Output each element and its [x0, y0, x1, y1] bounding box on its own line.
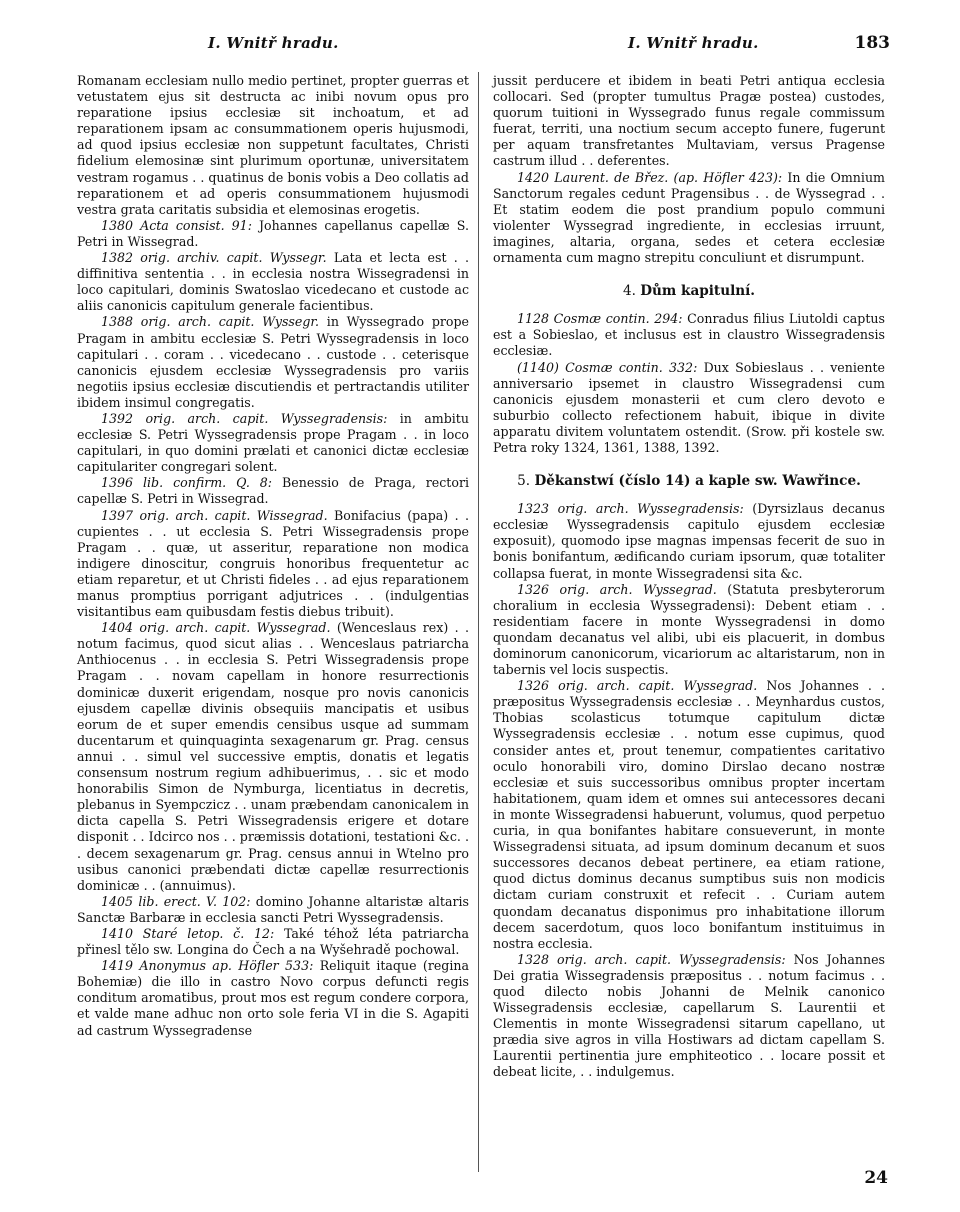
entry-text: Reliquit itaque (regina Bohemiæ) die illo in castro Novo corpus defuncti regis conditum aromatibus, prout mos est regum condere corpora, et valde mane adhuc non orto sole feria VI in die S. Agapiti ad castrum Wyssegradense [77, 958, 469, 1038]
entry-text: Nos Johannes Dei gratia Wissegradensis præpositus . . notum facimus . . quod dilecto nobis Johanni de Melnik canonico Wissegradensis ecclesiæ, capellarum S. Laurentii et Clementis in monte Wissegradensi sitarum capellano, ut prædia sive agros in villa Hostiwars ad dictam capellam S. Laurentii pertinentia jure emphiteotico . . locare possit et debeat licite, . . indulgemus. [493, 951, 885, 1080]
citation: 1388 orig. arch. capit. Wyssegr. [101, 314, 320, 330]
section-4-body [493, 311, 885, 456]
section-5-number: 5. [517, 473, 531, 490]
citation: 1380 Acta consist. 91: [101, 217, 252, 233]
citation: 1328 orig. arch. capit. Wyssegradensis: [517, 951, 786, 967]
text-entry [77, 926, 469, 958]
citation: 1128 Cosmæ contin. 294: [517, 311, 683, 327]
text-entry [77, 475, 469, 507]
section-4-heading [493, 283, 885, 299]
section-5-title: Děkanstwí (číslo 14) a kaple sw. Wawřince. [534, 473, 861, 490]
section-4-title: Dům kapitulní. [640, 283, 756, 300]
text-entry [493, 311, 885, 359]
entry-text: Také téhož léta patriarcha přinesl tělo sw. Longina do Čech a na Wyšehradě pochowal. [77, 925, 469, 958]
right-column-intro [493, 73, 885, 266]
section-5-heading [493, 473, 885, 489]
text-entry [77, 73, 469, 218]
entry-text: Dux Sobieslaus . . veniente anniversario ipsemet in claustro Wissegradensi cum canonicis ejusdem monasterii et cum clero devoto e suburbio collecto refectionem habuit, ibique in divite apparatu divitem voluntatem ostendit. (Srow. při kostele sw. Petra roky 1324, 1361, 1388, 1392. [493, 359, 885, 455]
entry-text: Lata et lecta est . . diffinitiva sententia . . in ecclesia nostra Wissegradensi in loco capitulari, dominis Swatoslao vicedecano et custode ac aliis canonicis capitulum generale facientibus. [77, 250, 469, 314]
citation: 1397 orig. arch. capit. Wissegrad. [101, 507, 328, 523]
entry-text: in Wyssegrado prope Pragam in ambitu ecclesiæ S. Petri Wyssegradensis in loco capitulari . . coram . . vicedecano . . custode . . ceterisque canonicis ejusdem ecclesiæ Wyssegradensis pro variis negotiis ipsius ecclesiæ discutiendis et pertractandis utiliter ibidem insimul congregatis. [77, 314, 470, 410]
entry-text: Conradus filius Liutoldi captus est a Sobieslao, et inclusus est in claustro Wissegradensis ecclesiæ. [493, 311, 885, 359]
running-head-left: I. Wnitř hradu. [208, 34, 339, 52]
citation: 1410 Staré letop. č. 12: [101, 925, 275, 941]
citation: 1420 Laurent. de Břez. (ap. Höfler 423): [517, 169, 783, 185]
entry-text: (Statuta presbyterorum choralium in ecclesia Wyssegradensi): Debent etiam . . residentiam facere in monte Wyssegradensi in domo quondam decanatus vel alibi, ubi eis placuerit, in dombus dominorum canonicorum, vicariorum ac altaristarum, non in tabernis vel locis suspectis. [493, 581, 885, 678]
running-head-right: I. Wnitř hradu. [628, 34, 759, 52]
text-entry [77, 958, 469, 1038]
entry-text: jussit perducere et ibidem in beati Petri antiqua ecclesia collocari. Sed (propter tumultus Pragæ postea) custodes, quorum tuitioni in Wyssegrado funus regale commissum fuerat, territi, una noctium secum accepto funere, fugerunt per aquam transfretantes Multaviam, versus Pragense castrum illud . . deferentes. [493, 73, 885, 169]
section-4-number: 4. [622, 283, 636, 300]
citation: 1396 lib. confirm. Q. 8: [101, 475, 273, 491]
section-5-body [493, 501, 885, 1080]
right-column [493, 73, 885, 1081]
text-entry [493, 678, 885, 952]
citation: (1140) Cosmæ contin. 332: [517, 359, 698, 375]
printer-signature: 24 [864, 1168, 888, 1188]
citation: 1404 orig. arch. capit. Wyssegrad. [101, 620, 331, 636]
text-entry [493, 952, 885, 1081]
text-entry [493, 73, 885, 170]
citation: 1326 orig. arch. capit. Wyssegrad. [517, 678, 758, 694]
citation: 1405 lib. erect. V. 102: [101, 893, 251, 909]
entry-text: Benessio de Praga, rectori capellæ S. Petri in Wissegrad. [77, 475, 469, 507]
text-entry [77, 250, 469, 314]
text-entry [77, 314, 469, 411]
entry-text: Romanam ecclesiam nullo medio pertinet, propter guerras et vetustatem ejus sit destructa ac inibi novum opus pro reparatione ipsius ecclesiæ sit inchoatum, et ad reparationem ipsam ac consummationem operis hujusmodi, ad quod ipsius ecclesiæ non suppetunt facultates, Christi fidelium elemosinæ sint plurimum oportunæ, universitatem vestram rogamus . . quatinus de bonis vobis a Deo collatis ad reparationem et ad operis consummationem hujusmodi vestra grata caritatis subsidia et elemosinas erogetis. [77, 73, 469, 217]
text-entry [77, 218, 469, 250]
text-entry [493, 582, 885, 679]
entry-text: Nos Johannes . . præpositus Wyssegradensis ecclesiæ . . Meynhardus custos, Thobias scolasticus totumque capitulum dictæ Wyssegradensis ecclesiæ . . notum esse cupimus, quod consider antes et, prout tenemur, compatientes caritativo oculo honorabili viro, domino Dirslao decano nostræ ecclesiæ et suis successoribus omnibus propter incertam habitationem, quam idem et omnes sui antecessores decani in monte Wissegradensi habuerunt, volumus, quod perpetuo curia, in qua bonifantes habitare consueverunt, in monte Wissegradensi situata, ad ipsum dominum decanum et suos successores decanos debeat pertinere, ea etiam ratione, quod dictus dominus decanus sumptibus suis non modicis dictam curiam construxit et refecit . . Curiam autem quondam decanatus disponimus pro inhabitatione illorum decem sacerdotum, quos loco bonifantum instituimus in nostra ecclesia. [493, 678, 885, 951]
text-entry [77, 508, 469, 621]
entry-text: in ambitu ecclesiæ S. Petri Wyssegradensis prope Pragam . . in loco capitulari, in quo domini prælati et canonici dictæ ecclesiæ capitulariter congregari solent. [77, 410, 469, 475]
text-entry [493, 360, 885, 457]
citation: 1323 orig. arch. Wyssegradensis: [517, 501, 744, 517]
text-entry [493, 170, 885, 267]
entry-text: (Dyrsizlaus decanus ecclesiæ Wyssegradensis capitulo ejusdem ecclesiæ exposuit), quomodo ipse magnas impensas fecerit de suo in bonis bonifantum, ædificando curiam ipsorum, quæ totaliter collapsa fuerat, in monte Wissegradensi sita &c. [493, 501, 885, 581]
text-entry [77, 620, 469, 894]
citation: 1382 orig. archiv. capit. Wyssegr. [101, 250, 327, 266]
entry-text: Johannes capellanus capellæ S. Petri in Wissegrad. [77, 217, 469, 249]
entry-text: Bonifacius (papa) . . cupientes . . ut ecclesia S. Petri Wissegradensis prope Pragam . . quæ, ut asseritur, reparatione non modica indigere dinoscitur, congruis honoribus frequentetur ac etiam reparetur, et ut Christi fideles . . ad ejus reparationem manus promptius porrigant adjutrices . . (indulgentias visitantibus eam quibusdam festis diebus tribuit). [77, 507, 469, 620]
page-number: 183 [854, 33, 890, 53]
entry-text: domino Johanne altaristæ altaris Sanctæ Barbaræ in ecclesia sancti Petri Wyssegradensis. [77, 893, 469, 925]
text-entry [493, 501, 885, 581]
citation: 1392 orig. arch. capit. Wyssegradensis: [101, 410, 388, 426]
entry-text: In die Omnium Sanctorum regales cedunt Pragensibus . . de Wyssegrad . . Et statim eodem die post prandium populo communi violenter Wyssegrad ingrediente, in ecclesias irruunt, imagines, altaria, organa, sedes et cetera ecclesiæ ornamenta cum magno strepitu conculiunt et disrumpunt. [493, 169, 886, 266]
citation: 1326 orig. arch. Wyssegrad. [517, 581, 717, 597]
text-entry [77, 411, 469, 475]
entry-text: (Wenceslaus rex) . . notum facimus, quod sicut alias . . Wenceslaus patriarcha Anthiocenus . . in ecclesia S. Petri Wissegradensis prope Pragam . . novam capellam in honore resurrectionis dominicæ duxerit erigendam, nosque pro novis canonicis ejusdem capellæ divinis obsequiis mancipatis et usibus eorum de et super emendis censibus usque ad summam ducentarum et quinquaginta sexagenarum gr. Prag. census annui . . simul vel successive emptis, donatis et legatis consensum nostrum regium adhibuerimus, . . sic et modo honorabilis Simon de Nymburga, licentiatus in decretis, plebanus in Syempczicz . . unam præbendam canonicalem in dicta capella S. Petri Wissegradensis erigere et dotare disponit . . Idcirco nos . . præmissis dotationi, testationi &c. . . decem sexagenarum gr. Prag. census annui in Wtelno pro usibus canonici præbendati dictæ capellæ resurrectionis dominicæ . . (annuimus). [77, 620, 469, 893]
left-column [77, 73, 469, 1039]
text-entry [77, 894, 469, 926]
citation: 1419 Anonymus ap. Höfler 533: [101, 958, 314, 974]
column-divider [478, 72, 479, 1172]
